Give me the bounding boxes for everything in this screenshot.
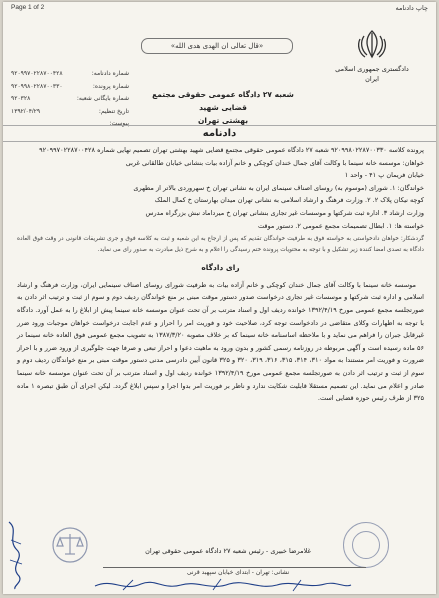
archive-number: ۹۲۰۳۲۸	[11, 96, 31, 102]
metadata-row: تاریخ تنظیم: ۱۳۹۲/۰۴/۲۹	[11, 106, 129, 119]
case-line: وزارت ارشاد ۳. اداره ثبت شرکتها و موسسات غیر تجاری بنشانی تهران خ میرداماد نبش بزرگراه مدرس	[145, 208, 424, 217]
procedure-note: گردشکار: خواهان دادخواستی به خواسته فوق به طرفیت خواندگان تقدیم که پس از ارجاع به این شعبه و ثبت به کلاسه فوق و جری تشریفات قانونی در وقت فوق العاده دادگاه به تصدی امضا کننده زیر تشکیل و با توجه به محتویات پرونده ختم رسیدگی را اعلام و به شرح ذیل مبادرت به صدور رای می نماید.	[17, 236, 424, 254]
footer-divider	[103, 567, 366, 568]
metadata-row: شماره بایگانی شعبه: ۹۲۰۳۲۸	[11, 93, 129, 106]
scales-of-justice-icon	[51, 526, 89, 564]
case-line: خواهان: موسسه خانه سینما با وکالت آقای جمال خندان کوچکی و خانم آزاده بیات بنشانی خیابان طالقانی غربی	[125, 158, 424, 167]
judgment-number: ۹۲۰۹۹۷۰۲۲۸۷۰۰۴۲۸	[11, 71, 63, 77]
case-line: خواندگان: ۱. شورای (موسوم به) روسای اصناف سینمای ایران به نشانی تهران خ سهروردی بالاتر از مطهری	[133, 183, 424, 192]
metadata-row: پیوست:	[109, 120, 129, 127]
court-line-1: شعبه ۲۷ دادگاه عمومی حقوقی مجتمع قضایی شهید	[152, 90, 294, 112]
handwritten-annotation-bottom	[93, 576, 353, 594]
case-line: کوچه نیکان پلاک ۲. ۲. وزارت فرهنگ و ارشاد اسلامی به نشانی تهران میدان بهارستان خ کمال الملک	[154, 196, 424, 205]
government-line-2: ایران	[365, 75, 379, 83]
case-line: پرونده کلاسه ۹۲۰۹۹۸۰۲۲۸۷۰۰۳۳۰ شعبه ۲۷ دادگاه عمومی حقوقی مجتمع قضایی شهید بهشتی تهران تصمیم نهایی شماره ۹۲۰۹۹۷۰۲۲۸۷۰۰۴۲۸	[39, 146, 424, 154]
page-indicator: Page 1 of 2	[11, 4, 45, 11]
document-title: دادنامه	[3, 125, 436, 142]
government-line-1: دادگستری جمهوری اسلامی	[335, 65, 409, 73]
iran-emblem-icon	[354, 28, 390, 60]
metadata-row: شماره پرونده: ۹۲۰۹۹۸۰۲۲۸۷۰۰۳۳۰	[11, 81, 129, 94]
top-bar	[3, 4, 436, 13]
court-address: نشانی: تهران - ابتدای خیابان سپهبد قرنی	[186, 569, 290, 576]
handwritten-signature-left	[5, 520, 27, 590]
case-number: ۹۲۰۹۹۸۰۲۲۸۷۰۰۳۳۰	[11, 83, 63, 90]
case-metadata	[11, 68, 129, 131]
issue-date: ۱۳۹۲/۰۴/۲۹	[11, 108, 41, 115]
basmala-banner: «قال تعالی ان الهدی هدی الله»	[141, 38, 293, 54]
court-line-2: بهشتی تهران	[197, 116, 249, 125]
government-name	[334, 64, 410, 84]
case-line: خواسته ها: ۱. ابطال تصمیمات مجمع عمومی ۲. دستور موقت	[258, 221, 424, 230]
court-seal-stamp	[343, 522, 389, 568]
print-label[interactable]: چاپ دادنامه	[395, 4, 428, 12]
vote-heading: رای دادگاه	[201, 263, 240, 273]
document-page	[3, 2, 436, 594]
metadata-row: شماره دادنامه: ۹۲۰۹۹۷۰۲۲۸۷۰۰۴۲۸	[11, 68, 129, 81]
signatory: غلامرضا خبیری - رئیس شعبه ۲۷ دادگاه عمومی حقوقی تهران	[145, 547, 311, 555]
court-name	[143, 88, 303, 127]
case-line: خیابان فریمان پ ۴۱ - واحد ۱	[344, 171, 424, 180]
vote-body: موسسه خانه سینما با وکالت آقای جمال خندان کوچکی و خانم آزاده بیات به طرفیت شورای روسای اصناف سینمایی ایران، وزارت فرهنگ و ارشاد اسلامی و اداره ثبت شرکتها و موسسات غیر تجاری درخواست صدور دستور موقت مبنی بر منع خواندگان ردیف دوم و سوم از ثبت و ترتیب اثر دادن به صورتجلسه مجمع عمومی مورخ ۱۳۹۲/۴/۱۹ خوانده ردیف اول و اسناد مترتب بر آن تحت عنوان موسسه خانه سینما پیش از ابلاغ را به عمل آورد. دادگاه با توجه به اظهارات وکلای متقاضی در دادخواست توجه کرد، صلاحیت خود و فوریت امر را احراز و عدم اجابت درخواست خواهان موجبات ورود ضرر غیرقابل جبران را فراهم می نماید و با ملاحظه اساسنامه خانه سینما که بر خلاف مصوبه ۱۳۸۷/۳/۲۰ به تصویب مجمع عمومی فوق العاده خانه سینما در ۵۶ ماده رسیده است و آگهی مربوطه در روزنامه رسمی کشور و بدون ورود به ماهیت دعوا و احراز تبعی و صرفا جهت جلوگیری از ورود ضرر و با احراز ضرورت و فوریت امر مستندا به مواد ۳۱۰، ۳۱۴، ۳۱۵، ۳۱۶، ۳۱۹، ۳۲۰ و ۳۲۵ قانون آیین دادرسی مدنی دستور موقت مبنی بر منع خواندگان ردیف دوم و سوم از ثبت و ترتیب اثر دادن به صورتجلسه مجمع عمومی مورخ ۱۳۹۲/۴/۱۹ خوانده ردیف اول و اسناد مترتب بر آن تحت عنوان موسسه خانه سینما صادر و اعلام می نماید. این تصمیم مستقلا قابلیت شکایت ندارد و ناظر بر فوریت امر بدوا اجرا و سپس ابلاغ گردد. لیکن اجرای آن طبق تبصره ۱ ماده ۳۲۵ از طرف رئیس حوزه قضایی است.	[17, 280, 425, 403]
document-body	[17, 144, 424, 405]
